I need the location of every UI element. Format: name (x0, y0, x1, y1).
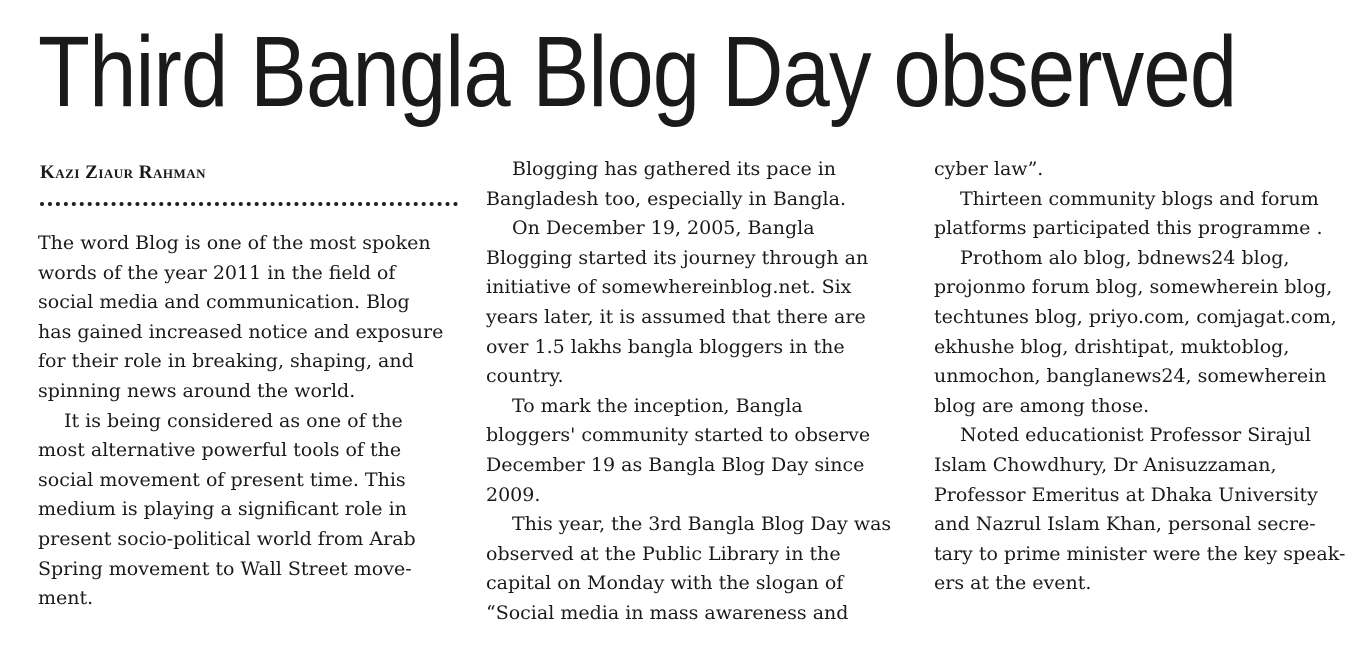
paragraph-line: capital on Monday with the slogan of (486, 572, 844, 595)
paragraph-line: “Social media in mass awareness and (486, 601, 849, 624)
article-column-3 (934, 155, 1359, 599)
paragraph-line: On December 19, 2005, Bangla (512, 217, 815, 240)
article-paragraph (934, 185, 1359, 244)
paragraph-line: ers at the event. (934, 572, 1092, 595)
article-paragraph (486, 392, 911, 510)
paragraph-line: Bangladesh too, especially in Bangla. (486, 187, 846, 210)
paragraph-line: Thirteen community blogs and forum (960, 187, 1319, 210)
paragraph-line: Professor Emeritus at Dhaka University (934, 483, 1318, 506)
paragraph-line: Blogging has gathered its pace in (512, 158, 837, 180)
paragraph-line: has gained increased notice and exposure (38, 320, 444, 343)
paragraph-line: This year, the 3rd Bangla Blog Day was (512, 513, 892, 536)
paragraph-line: most alternative powerful tools of the (38, 439, 402, 462)
paragraph-line: words of the year 2011 in the field of (38, 261, 396, 284)
byline-divider (40, 202, 458, 206)
paragraph-line: Islam Chowdhury, Dr Anisuzzaman, (934, 453, 1277, 476)
paragraph-line: initiative of somewhereinblog.net. Six (486, 276, 852, 299)
paragraph-line: tary to prime minister were the key speak- (934, 542, 1346, 565)
article-paragraph (486, 155, 911, 214)
article-paragraph (934, 155, 1359, 185)
paragraph-line: for their role in breaking, shaping, and (38, 350, 414, 373)
paragraph-line: blog are among those. (934, 394, 1150, 417)
article-column-2 (486, 155, 911, 629)
article-headline: Third Bangla Blog Day observed (38, 16, 1237, 128)
article-paragraph (934, 244, 1359, 422)
paragraph-line: December 19 as Bangla Blog Day since (486, 453, 865, 476)
paragraph-line: over 1.5 lakhs bangla bloggers in the (486, 335, 845, 358)
paragraph-line: Spring movement to Wall Street move- (38, 557, 412, 580)
paragraph-line: spinning news around the world. (38, 379, 356, 402)
paragraph-line: medium is playing a significant role in (38, 498, 407, 521)
paragraph-line: Prothom alo blog, bdnews24 blog, (960, 246, 1290, 269)
article-paragraph (486, 510, 911, 628)
article-paragraph (934, 421, 1359, 599)
paragraph-line: cyber law”. (934, 158, 1044, 180)
paragraph-line: observed at the Public Library in the (486, 542, 841, 565)
paragraph-line: social movement of present time. This (38, 468, 406, 491)
paragraph-line: projonmo forum blog, somewherein blog, (934, 276, 1333, 299)
paragraph-line: years later, it is assumed that there are (486, 305, 866, 328)
paragraph-line: social media and communication. Blog (38, 291, 410, 314)
paragraph-line: ekhushe blog, drishtipat, muktoblog, (934, 335, 1290, 358)
paragraph-line: platforms participated this programme . (934, 217, 1323, 240)
article-paragraph (38, 229, 463, 407)
paragraph-line: To mark the inception, Bangla (512, 394, 803, 417)
paragraph-line: techtunes blog, priyo.com, comjagat.com, (934, 305, 1337, 328)
paragraph-line: The word Blog is one of the most spoken (38, 232, 431, 254)
article-paragraph (486, 214, 911, 392)
paragraph-line: 2009. (486, 483, 541, 506)
paragraph-line: Blogging started its journey through an (486, 246, 869, 269)
paragraph-line: unmochon, banglanews24, somewherein (934, 365, 1327, 388)
paragraph-line: present socio-political world from Arab (38, 527, 416, 550)
paragraph-line: country. (486, 365, 564, 388)
paragraph-line: It is being considered as one of the (64, 409, 403, 432)
paragraph-line: bloggers' community started to observe (486, 424, 871, 447)
paragraph-line: ment. (38, 587, 94, 610)
article-paragraph (38, 407, 463, 614)
article-byline: Kazi Ziaur Rahman (40, 162, 207, 183)
article-column-1 (38, 229, 463, 614)
paragraph-line: and Nazrul Islam Khan, personal secre- (934, 513, 1316, 536)
paragraph-line: Noted educationist Professor Sirajul (960, 424, 1311, 447)
